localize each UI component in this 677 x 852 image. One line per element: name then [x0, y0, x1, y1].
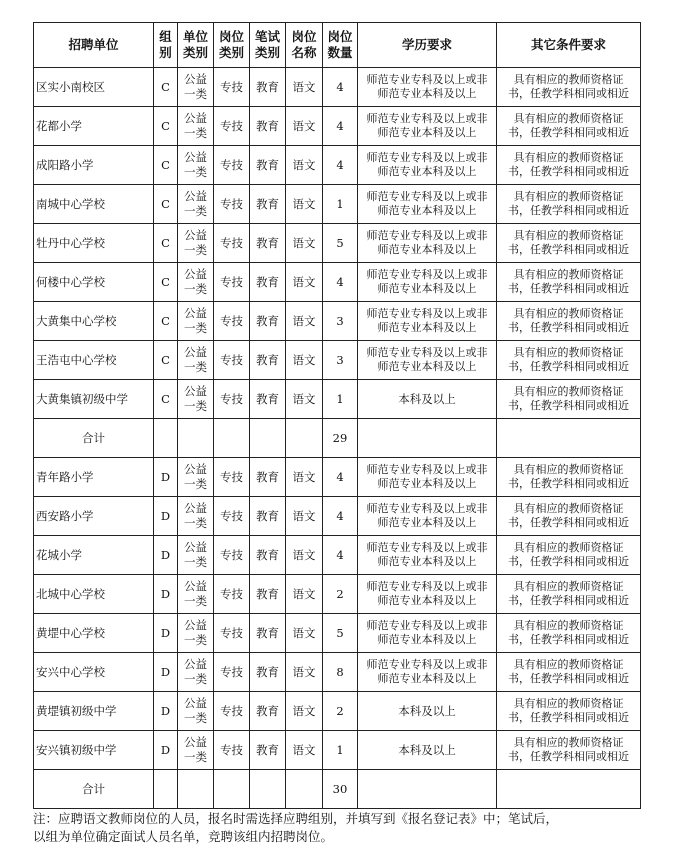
cell-post-name: 语文: [286, 68, 323, 107]
cell-unit-type: 公益 一类: [178, 185, 214, 224]
cell-other-requirements: 具有相应的教师资格证 书，任教学科相同或相近: [497, 224, 641, 263]
table-row: [34, 107, 641, 146]
footnote-line: 注：应聘语文教师岗位的人员，报名时需选择应聘组别，并填写到《报名登记表》中；笔试后，: [33, 811, 559, 826]
cell-education: 师范专业专科及以上或非 师范专业本科及以上: [358, 224, 497, 263]
cell-unit-type: 公益 一类: [178, 146, 214, 185]
cell-count: 4: [323, 107, 358, 146]
cell-unit-type: 公益 一类: [178, 68, 214, 107]
cell-unit-type: 公益 一类: [178, 302, 214, 341]
cell-education: 师范专业专科及以上或非 师范专业本科及以上: [358, 653, 497, 692]
total-count: 29: [323, 419, 358, 458]
cell-unit: 花都小学: [34, 107, 154, 146]
cell-post-name: 语文: [286, 380, 323, 419]
cell-exam-type: 教育: [250, 224, 286, 263]
cell-education: 师范专业专科及以上或非 师范专业本科及以上: [358, 146, 497, 185]
cell-post-type: 专技: [214, 341, 250, 380]
header-exam-type: 笔试 类别: [250, 23, 286, 68]
cell-education: 师范专业专科及以上或非 师范专业本科及以上: [358, 263, 497, 302]
cell-post-name: 语文: [286, 341, 323, 380]
cell-group: D: [154, 458, 178, 497]
cell-unit-type: 公益 一类: [178, 497, 214, 536]
cell-post-type: 专技: [214, 302, 250, 341]
cell-post-name: 语文: [286, 224, 323, 263]
cell-exam-type: 教育: [250, 458, 286, 497]
cell-post-type: 专技: [214, 692, 250, 731]
cell-education: 师范专业专科及以上或非 师范专业本科及以上: [358, 302, 497, 341]
cell-exam-type: 教育: [250, 380, 286, 419]
cell-education: 师范专业专科及以上或非 师范专业本科及以上: [358, 341, 497, 380]
table-row-total: [34, 419, 641, 458]
cell-unit: 安兴中心学校: [34, 653, 154, 692]
cell-unit-type: 公益 一类: [178, 107, 214, 146]
cell-post-type: 专技: [214, 536, 250, 575]
empty-cell: [154, 770, 178, 809]
cell-unit: 区实小南校区: [34, 68, 154, 107]
empty-cell: [497, 770, 641, 809]
cell-unit: 成阳路小学: [34, 146, 154, 185]
cell-unit: 大黄集中心学校: [34, 302, 154, 341]
cell-other-requirements: 具有相应的教师资格证 书，任教学科相同或相近: [497, 185, 641, 224]
cell-unit: 牡丹中心学校: [34, 224, 154, 263]
cell-unit-type: 公益 一类: [178, 380, 214, 419]
header-row: [34, 23, 641, 68]
cell-count: 3: [323, 341, 358, 380]
cell-unit: 花城小学: [34, 536, 154, 575]
header-unit: 招聘单位: [34, 23, 154, 68]
cell-group: D: [154, 731, 178, 770]
cell-post-name: 语文: [286, 653, 323, 692]
header-post-type: 岗位 类别: [214, 23, 250, 68]
cell-other-requirements: 具有相应的教师资格证 书，任教学科相同或相近: [497, 575, 641, 614]
cell-exam-type: 教育: [250, 731, 286, 770]
cell-unit: 西安路小学: [34, 497, 154, 536]
cell-exam-type: 教育: [250, 263, 286, 302]
cell-count: 1: [323, 731, 358, 770]
table-row: [34, 224, 641, 263]
cell-education: 师范专业专科及以上或非 师范专业本科及以上: [358, 614, 497, 653]
cell-count: 5: [323, 614, 358, 653]
cell-count: 4: [323, 263, 358, 302]
cell-post-name: 语文: [286, 185, 323, 224]
footnote-line: 以组为单位确定面试人员名单，竞聘该组内招聘岗位。: [33, 829, 334, 844]
table-row: [34, 263, 641, 302]
cell-post-type: 专技: [214, 185, 250, 224]
cell-other-requirements: 具有相应的教师资格证 书，任教学科相同或相近: [497, 692, 641, 731]
cell-group: D: [154, 497, 178, 536]
empty-cell: [214, 770, 250, 809]
cell-exam-type: 教育: [250, 185, 286, 224]
cell-post-type: 专技: [214, 380, 250, 419]
cell-group: C: [154, 224, 178, 263]
cell-other-requirements: 具有相应的教师资格证 书，任教学科相同或相近: [497, 380, 641, 419]
cell-count: 2: [323, 692, 358, 731]
empty-cell: [497, 419, 641, 458]
cell-education: 师范专业专科及以上或非 师范专业本科及以上: [358, 107, 497, 146]
cell-count: 3: [323, 302, 358, 341]
cell-group: D: [154, 653, 178, 692]
cell-other-requirements: 具有相应的教师资格证 书，任教学科相同或相近: [497, 614, 641, 653]
cell-other-requirements: 具有相应的教师资格证 书，任教学科相同或相近: [497, 653, 641, 692]
cell-exam-type: 教育: [250, 497, 286, 536]
cell-education: 师范专业专科及以上或非 师范专业本科及以上: [358, 68, 497, 107]
cell-unit-type: 公益 一类: [178, 575, 214, 614]
empty-cell: [214, 419, 250, 458]
table-row-total: [34, 770, 641, 809]
cell-education: 师范专业专科及以上或非 师范专业本科及以上: [358, 497, 497, 536]
header-unit-type: 单位 类别: [178, 23, 214, 68]
cell-other-requirements: 具有相应的教师资格证 书，任教学科相同或相近: [497, 458, 641, 497]
header-count: 岗位 数量: [323, 23, 358, 68]
table-body: [34, 68, 641, 809]
header-post-name: 岗位 名称: [286, 23, 323, 68]
cell-count: 4: [323, 497, 358, 536]
empty-cell: [178, 770, 214, 809]
cell-unit-type: 公益 一类: [178, 731, 214, 770]
cell-group: C: [154, 302, 178, 341]
table-row: [34, 497, 641, 536]
cell-education: 师范专业专科及以上或非 师范专业本科及以上: [358, 458, 497, 497]
cell-count: 2: [323, 575, 358, 614]
recruitment-table: [33, 22, 641, 809]
cell-exam-type: 教育: [250, 692, 286, 731]
cell-other-requirements: 具有相应的教师资格证 书，任教学科相同或相近: [497, 146, 641, 185]
footnote: [33, 810, 643, 846]
cell-unit-type: 公益 一类: [178, 536, 214, 575]
cell-group: C: [154, 380, 178, 419]
recruitment-table-container: [33, 22, 641, 809]
cell-unit: 南城中心学校: [34, 185, 154, 224]
table-row: [34, 68, 641, 107]
cell-unit: 青年路小学: [34, 458, 154, 497]
cell-education: 师范专业专科及以上或非 师范专业本科及以上: [358, 536, 497, 575]
cell-post-type: 专技: [214, 653, 250, 692]
cell-exam-type: 教育: [250, 302, 286, 341]
table-row: [34, 536, 641, 575]
cell-exam-type: 教育: [250, 653, 286, 692]
cell-post-name: 语文: [286, 302, 323, 341]
cell-post-name: 语文: [286, 107, 323, 146]
cell-other-requirements: 具有相应的教师资格证 书，任教学科相同或相近: [497, 302, 641, 341]
cell-post-name: 语文: [286, 146, 323, 185]
table-row: [34, 302, 641, 341]
empty-cell: [286, 770, 323, 809]
cell-post-type: 专技: [214, 68, 250, 107]
cell-unit-type: 公益 一类: [178, 341, 214, 380]
cell-group: C: [154, 146, 178, 185]
table-row: [34, 458, 641, 497]
cell-exam-type: 教育: [250, 146, 286, 185]
cell-post-type: 专技: [214, 458, 250, 497]
table-row: [34, 614, 641, 653]
cell-exam-type: 教育: [250, 68, 286, 107]
cell-group: D: [154, 536, 178, 575]
cell-count: 4: [323, 68, 358, 107]
empty-cell: [250, 419, 286, 458]
cell-unit-type: 公益 一类: [178, 692, 214, 731]
cell-post-name: 语文: [286, 575, 323, 614]
table-row: [34, 380, 641, 419]
cell-post-name: 语文: [286, 614, 323, 653]
cell-group: C: [154, 107, 178, 146]
cell-post-type: 专技: [214, 497, 250, 536]
empty-cell: [286, 419, 323, 458]
cell-unit-type: 公益 一类: [178, 458, 214, 497]
cell-other-requirements: 具有相应的教师资格证 书，任教学科相同或相近: [497, 107, 641, 146]
cell-exam-type: 教育: [250, 341, 286, 380]
cell-exam-type: 教育: [250, 107, 286, 146]
table-row: [34, 731, 641, 770]
cell-post-type: 专技: [214, 263, 250, 302]
cell-unit: 黄堽镇初级中学: [34, 692, 154, 731]
cell-exam-type: 教育: [250, 614, 286, 653]
cell-education: 本科及以上: [358, 731, 497, 770]
cell-group: D: [154, 614, 178, 653]
cell-post-name: 语文: [286, 497, 323, 536]
cell-education: 师范专业专科及以上或非 师范专业本科及以上: [358, 575, 497, 614]
cell-count: 5: [323, 224, 358, 263]
table-row: [34, 341, 641, 380]
cell-unit-type: 公益 一类: [178, 653, 214, 692]
cell-count: 1: [323, 380, 358, 419]
cell-education: 师范专业专科及以上或非 师范专业本科及以上: [358, 185, 497, 224]
total-label: 合计: [34, 419, 154, 458]
cell-exam-type: 教育: [250, 575, 286, 614]
cell-count: 8: [323, 653, 358, 692]
cell-other-requirements: 具有相应的教师资格证 书，任教学科相同或相近: [497, 497, 641, 536]
cell-education: 本科及以上: [358, 692, 497, 731]
cell-post-type: 专技: [214, 731, 250, 770]
cell-group: D: [154, 692, 178, 731]
cell-post-type: 专技: [214, 614, 250, 653]
cell-unit: 安兴镇初级中学: [34, 731, 154, 770]
header-other-requirements: 其它条件要求: [497, 23, 641, 68]
header-group: 组 别: [154, 23, 178, 68]
cell-unit: 王浩屯中心学校: [34, 341, 154, 380]
cell-education: 本科及以上: [358, 380, 497, 419]
cell-count: 4: [323, 458, 358, 497]
cell-unit-type: 公益 一类: [178, 224, 214, 263]
cell-post-type: 专技: [214, 146, 250, 185]
cell-unit-type: 公益 一类: [178, 614, 214, 653]
cell-post-name: 语文: [286, 263, 323, 302]
total-count: 30: [323, 770, 358, 809]
cell-post-type: 专技: [214, 224, 250, 263]
cell-unit: 何楼中心学校: [34, 263, 154, 302]
cell-group: C: [154, 185, 178, 224]
cell-unit-type: 公益 一类: [178, 263, 214, 302]
table-row: [34, 185, 641, 224]
cell-post-name: 语文: [286, 692, 323, 731]
cell-post-name: 语文: [286, 536, 323, 575]
empty-cell: [178, 419, 214, 458]
empty-cell: [358, 770, 497, 809]
cell-post-type: 专技: [214, 107, 250, 146]
cell-group: C: [154, 341, 178, 380]
table-row: [34, 575, 641, 614]
empty-cell: [358, 419, 497, 458]
cell-group: C: [154, 68, 178, 107]
table-row: [34, 653, 641, 692]
cell-unit: 北城中心学校: [34, 575, 154, 614]
cell-count: 4: [323, 146, 358, 185]
total-label: 合计: [34, 770, 154, 809]
cell-exam-type: 教育: [250, 536, 286, 575]
cell-count: 1: [323, 185, 358, 224]
cell-other-requirements: 具有相应的教师资格证 书，任教学科相同或相近: [497, 341, 641, 380]
empty-cell: [250, 770, 286, 809]
cell-other-requirements: 具有相应的教师资格证 书，任教学科相同或相近: [497, 731, 641, 770]
cell-unit: 大黄集镇初级中学: [34, 380, 154, 419]
cell-group: D: [154, 575, 178, 614]
cell-post-type: 专技: [214, 575, 250, 614]
cell-other-requirements: 具有相应的教师资格证 书，任教学科相同或相近: [497, 536, 641, 575]
header-education: 学历要求: [358, 23, 497, 68]
cell-group: C: [154, 263, 178, 302]
cell-unit: 黄堽中心学校: [34, 614, 154, 653]
cell-other-requirements: 具有相应的教师资格证 书，任教学科相同或相近: [497, 68, 641, 107]
table-row: [34, 692, 641, 731]
cell-other-requirements: 具有相应的教师资格证 书，任教学科相同或相近: [497, 263, 641, 302]
cell-post-name: 语文: [286, 458, 323, 497]
table-row: [34, 146, 641, 185]
empty-cell: [154, 419, 178, 458]
cell-count: 4: [323, 536, 358, 575]
cell-post-name: 语文: [286, 731, 323, 770]
